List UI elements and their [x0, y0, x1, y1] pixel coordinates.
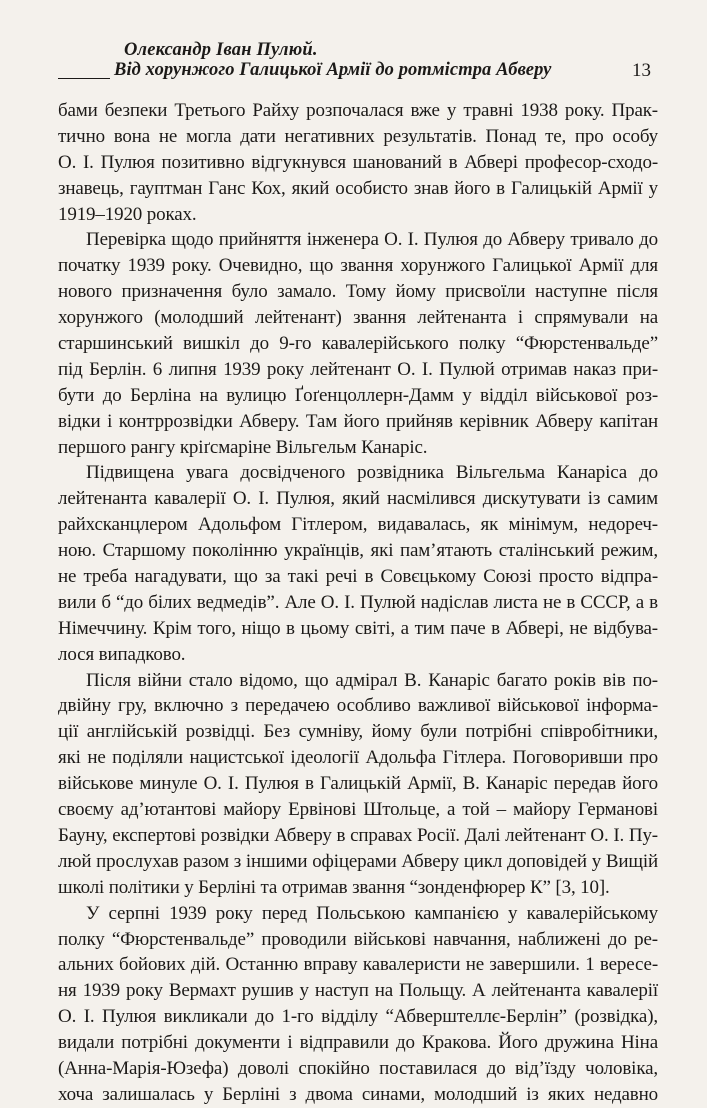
text-line: полку “Фюрстенвальде” проводили військові навчання, наближені до ре-	[58, 928, 658, 950]
text-line: першого рангу кріґсмаріне Вільгельм Канаріс.	[58, 436, 428, 458]
text-line: альних бойових дій. Останню вправу кавалеристи не завершили. 1 вересе-	[58, 954, 658, 976]
text-line: лося випадково.	[58, 643, 186, 665]
text-line: Перевірка щодо прийняття інженера О. І. Пулюя до Абверу тривало до	[86, 229, 658, 251]
text-line: райхсканцлером Адольфом Гітлером, видавалась, як мінімум, недореч-	[58, 514, 658, 536]
text-line: Німеччину. Крім того, ніщо в цьому світі, а тим паче в Абвері, не відбува-	[58, 617, 658, 639]
text-line: 1919–1920 роках.	[58, 203, 197, 225]
text-line: О. І. Пулюя викликали до 1-го відділу “Абверштеллє-Берлін” (розвідка),	[58, 1006, 658, 1028]
text-line: ції англійській розвідці. Без сумніву, йому були потрібні співробітники,	[58, 721, 658, 743]
text-line: тично вона не могла дати негативних результатів. Понад те, про особу	[58, 125, 658, 147]
text-line: бути до Берліна на вулицю Ґоґенцоллерн-Дамм у відділ військової роз-	[58, 384, 658, 406]
text-line: хорунжого (молодший лейтенант) звання лейтенанта і спрямували на	[58, 307, 658, 329]
text-line: не треба нагадувати, що за такі речі в Совєцькому Союзі просто відпра-	[58, 566, 658, 588]
text-line: двійну гру, включно з передачею особливо важливої військової інформа-	[58, 695, 658, 717]
text-line: бами безпеки Третього Райху розпочалася вже у травні 1938 року. Прак-	[58, 100, 658, 121]
text-line: Бауну, експертові розвідки Абверу в справах Росії. Далі лейтенант О. І. Пу-	[58, 824, 658, 846]
text-line: знавець, гауптман Ганс Кох, який особисто знав його в Галицькій Армії у	[58, 177, 658, 199]
text-line: ня 1939 року Вермахт рушив у наступ на Польщу. А лейтенанта кавалерії	[58, 980, 658, 1002]
text-line: початку 1939 року. Очевидно, що звання хорунжого Галицької Армії для	[58, 255, 658, 277]
text-line: які не поділяли нацистської ідеології Адольфа Гітлера. Поговоривши про	[58, 747, 658, 769]
text-line: хоча залишалась у Берліні з двома синами, молодший із яких недавно	[58, 1083, 658, 1105]
text-line: лейтенанта кавалерії О. І. Пулюя, який насмілився дискутувати із самим	[58, 488, 658, 510]
text-line: нового призначення було замало. Тому йому присвоїли наступне після	[58, 281, 658, 303]
text-line: люй прослухав разом з іншими офіцерами Абверу цикл доповідей у Вищій	[58, 850, 658, 872]
running-head-subtitle: Від хорунжого Галицької Армії до ротмістра Абверу	[114, 60, 552, 80]
text-line: видали потрібні документи і відправили до Кракова. Його дружина Ніна	[58, 1032, 658, 1054]
text-line: вили б “до білих ведмедів”. Але О. І. Пулюй надіслав листа не в СССР, а в	[58, 591, 658, 613]
body-text	[58, 98, 658, 1108]
text-line: школі політики у Берліні та отримав звання “зонденфюрер К” [3, 10].	[58, 876, 610, 898]
page-number: 13	[632, 60, 651, 81]
running-head-rule	[58, 78, 110, 79]
text-line: О. І. Пулюя позитивно відгукнувся шанований в Абвері професор-сходо-	[58, 151, 658, 173]
text-line: Підвищена увага досвідченого розвідника Вільгельма Канаріса до	[86, 462, 658, 484]
running-head-title: Олександр Іван Пулюй.	[124, 40, 318, 60]
text-line: військове минуле О. І. Пулюя в Галицькій Армії, В. Канаріс передав його	[58, 773, 658, 795]
text-line: Після війни стало відомо, що адмірал В. Канаріс багато років вів по-	[86, 669, 658, 691]
text-line: відки і контррозвідки Абверу. Там його прийняв керівник Абверу капітан	[58, 410, 658, 432]
text-line: У серпні 1939 року перед Польською кампанією у кавалерійському	[86, 902, 658, 924]
text-line: своєму ад’ютантові майору Ервінові Штольце, а той – майору Германові	[58, 799, 658, 821]
text-line: під Берлін. 6 липня 1939 року лейтенант О. І. Пулюй отримав наказ при-	[58, 358, 658, 380]
text-line: ною. Старшому поколінню українців, які пам’ятають сталінський режим,	[58, 540, 658, 562]
text-line: (Анна-Марія-Юзефа) доволі спокійно поставилася до від’їзду чоловіка,	[58, 1057, 658, 1079]
text-line: старшинський вишкіл до 9-го кавалерійського полку “Фюрстенвальде”	[58, 333, 658, 355]
